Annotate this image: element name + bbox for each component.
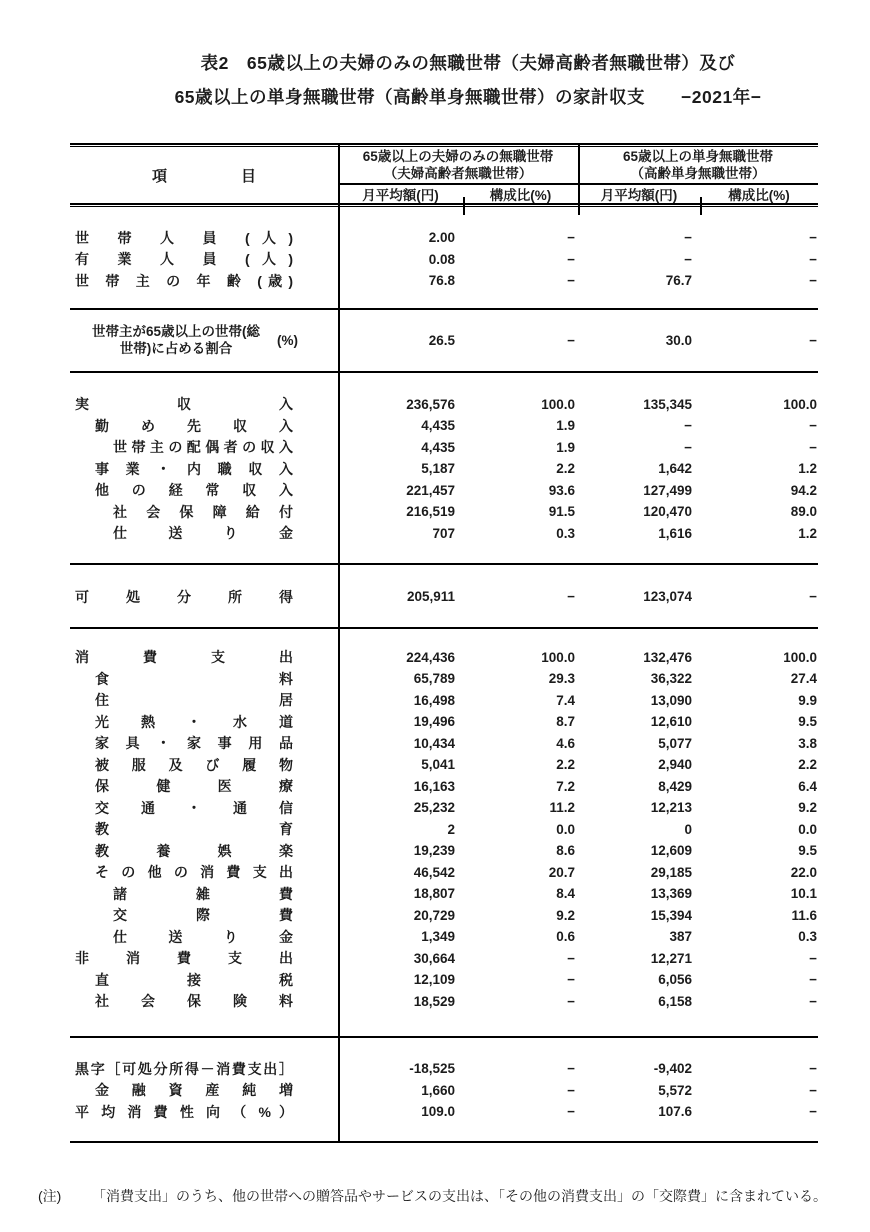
couple-monthly-amount: 16,163 <box>413 778 455 794</box>
row-label: 有 業 人 員 (人) <box>75 251 293 268</box>
table-row <box>70 249 818 271</box>
household-accounts-table <box>70 143 818 1143</box>
single-share: − <box>809 589 817 605</box>
single-monthly-amount: 15,394 <box>650 907 692 923</box>
table-row <box>70 733 818 755</box>
couple-monthly-amount: 4,435 <box>421 439 455 455</box>
row-label: 光 熱 ・ 水 道 <box>95 713 293 730</box>
couple-share: 93.6 <box>548 482 575 498</box>
couple-monthly-amount: 19,239 <box>413 843 455 859</box>
couple-monthly-amount: 205,911 <box>406 589 455 605</box>
table-row <box>70 776 818 798</box>
single-share: 2.2 <box>798 757 817 773</box>
table-bottom-rule <box>70 1141 818 1143</box>
couple-monthly-amount: -18,525 <box>409 1061 455 1077</box>
couple-share: − <box>567 1082 575 1098</box>
table-title-line2: 65歳以上の単身無職世帯（高齢単身無職世帯）の家計収支 −2021年− <box>174 87 762 107</box>
footnote-label: (注) <box>38 1188 62 1204</box>
table-title-line1: 表2 65歳以上の夫婦のみの無職世帯（夫婦高齢者無職世帯）及び <box>200 53 736 73</box>
table-row <box>70 270 818 292</box>
couple-group-header: 65歳以上の夫婦のみの無職世帯 （夫婦高齢者無職世帯） <box>362 149 554 181</box>
column-rule-group <box>578 143 580 215</box>
couple-monthly-amount: 216,519 <box>406 504 455 520</box>
table-row <box>70 969 818 991</box>
couple-share: 0.6 <box>556 929 575 945</box>
table-row <box>70 991 818 1013</box>
row-label: 家 具 ・ 家 事 用 品 <box>95 735 293 752</box>
section-ratio <box>70 310 818 371</box>
row-label: 諸 雑 費 <box>113 885 293 902</box>
row-label: 世 帯 主 の 年 齢 (歳) <box>75 272 293 289</box>
couple-share: 100.0 <box>541 396 575 412</box>
couple-share: 20.7 <box>548 864 575 880</box>
section-disposable-income <box>70 565 818 627</box>
couple-amount-header: 月平均額(円) <box>362 188 439 203</box>
single-share: − <box>809 273 817 289</box>
section-expenditure <box>70 629 818 1037</box>
single-share: − <box>809 950 817 966</box>
couple-monthly-amount: 1,349 <box>421 929 455 945</box>
single-monthly-amount: 12,271 <box>650 950 692 966</box>
single-share: 100.0 <box>783 649 817 665</box>
table-row <box>70 862 818 884</box>
table-row <box>70 819 818 841</box>
couple-monthly-amount: 16,498 <box>413 692 455 708</box>
single-share: 1.2 <box>798 461 817 477</box>
couple-share: 0.0 <box>556 821 575 837</box>
single-share: 10.1 <box>790 886 817 902</box>
row-label: 被 服 及 び 履 物 <box>95 756 293 773</box>
couple-share: − <box>567 251 575 267</box>
single-monthly-amount: 107.6 <box>658 1104 692 1120</box>
single-monthly-amount: 12,213 <box>650 800 692 816</box>
couple-share: 7.2 <box>556 778 575 794</box>
single-monthly-amount: 5,077 <box>658 735 692 751</box>
single-monthly-amount: 13,369 <box>650 886 692 902</box>
couple-monthly-amount: 12,109 <box>413 972 455 988</box>
table-row <box>70 1058 818 1080</box>
couple-share: 4.6 <box>556 735 575 751</box>
couple-share: − <box>567 273 575 289</box>
single-monthly-amount: − <box>684 230 692 246</box>
table-row <box>70 523 818 545</box>
couple-monthly-amount: 5,187 <box>421 461 455 477</box>
table-row <box>70 1101 818 1123</box>
couple-share: 1.9 <box>556 418 575 434</box>
single-monthly-amount: 1,642 <box>658 461 692 477</box>
table-row <box>70 458 818 480</box>
couple-share: − <box>567 1061 575 1077</box>
couple-monthly-amount: 65,789 <box>413 671 455 687</box>
ratio-row-label: 世帯主が65歳以上の世帯(総 世帯)に占める割合 <box>91 323 260 356</box>
row-label: 保 健 医 療 <box>95 778 293 795</box>
table-row <box>70 797 818 819</box>
couple-share: 2.2 <box>556 461 575 477</box>
single-share: − <box>809 251 817 267</box>
row-label: そ の 他 の 消 費 支 出 <box>95 864 293 881</box>
single-monthly-amount: 12,609 <box>650 843 692 859</box>
single-monthly-amount: 132,476 <box>643 649 692 665</box>
single-monthly-amount: 13,090 <box>650 692 692 708</box>
couple-monthly-amount: 1,660 <box>421 1082 455 1098</box>
couple-monthly-amount: 18,807 <box>413 886 455 902</box>
row-label: 勤 め 先 収 入 <box>95 417 293 434</box>
couple-monthly-amount: 109.0 <box>421 1104 455 1120</box>
couple-monthly-amount: 30,664 <box>413 950 455 966</box>
single-share: 9.9 <box>798 692 817 708</box>
couple-monthly-amount: 18,529 <box>413 993 455 1009</box>
section-balance <box>70 1038 818 1141</box>
couple-monthly-amount: 26.5 <box>428 332 455 348</box>
table-row <box>70 754 818 776</box>
table-row <box>70 501 818 523</box>
row-label: 消 費 支 出 <box>75 649 293 666</box>
column-rule-sub1 <box>463 197 465 215</box>
single-share: 94.2 <box>790 482 817 498</box>
table-row <box>70 711 818 733</box>
couple-monthly-amount: 25,232 <box>413 800 455 816</box>
table-row <box>70 1080 818 1102</box>
single-share: 3.8 <box>798 735 817 751</box>
table-row <box>70 394 818 416</box>
single-monthly-amount: 6,056 <box>658 972 692 988</box>
couple-share: 29.3 <box>548 671 575 687</box>
row-label: 交 際 費 <box>113 907 293 924</box>
single-share: 9.5 <box>798 714 817 730</box>
row-label: 他 の 経 常 収 入 <box>95 482 293 499</box>
row-label: 事 業 ・ 内 職 収 入 <box>95 460 293 477</box>
single-share: − <box>809 332 817 348</box>
couple-monthly-amount: 19,496 <box>413 714 455 730</box>
couple-monthly-amount: 236,576 <box>406 396 455 412</box>
single-share: − <box>809 439 817 455</box>
single-share: 22.0 <box>790 864 817 880</box>
single-monthly-amount: − <box>684 439 692 455</box>
single-monthly-amount: 36,322 <box>650 671 692 687</box>
couple-share: − <box>567 993 575 1009</box>
single-monthly-amount: 123,074 <box>643 589 692 605</box>
row-label: 世 帯 人 員 (人) <box>75 229 293 246</box>
single-monthly-amount: 127,499 <box>643 482 692 498</box>
row-label: 社 会 保 険 料 <box>95 993 293 1010</box>
row-label: 平 均 消 費 性 向 （ % ） <box>75 1103 293 1120</box>
row-label: 黒字［可処分所得－消費支出］ <box>75 1060 293 1077</box>
couple-monthly-amount: 2.00 <box>428 230 455 246</box>
couple-share: 8.6 <box>556 843 575 859</box>
row-label: 食 料 <box>95 670 293 687</box>
couple-share: 11.2 <box>549 800 575 816</box>
table-row <box>70 415 818 437</box>
table-row <box>70 883 818 905</box>
single-monthly-amount: 8,429 <box>658 778 692 794</box>
single-share: 9.5 <box>798 843 817 859</box>
column-rule-item <box>338 143 340 1141</box>
section-income <box>70 373 818 564</box>
row-label: 仕 送 り 金 <box>113 525 293 542</box>
couple-monthly-amount: 10,434 <box>413 735 455 751</box>
row-label: 仕 送 り 金 <box>113 928 293 945</box>
couple-monthly-amount: 4,435 <box>421 418 455 434</box>
single-share: 9.2 <box>798 800 817 816</box>
row-label: 実 収 入 <box>75 396 293 413</box>
couple-share: 0.3 <box>556 525 575 541</box>
single-share: − <box>809 418 817 434</box>
table-row <box>70 840 818 862</box>
single-share: 0.3 <box>798 929 817 945</box>
column-rule-sub2 <box>700 197 702 215</box>
row-label: 世 帯 主 の 配 偶 者 の 収 入 <box>113 439 293 456</box>
couple-share: 2.2 <box>556 757 575 773</box>
couple-share: − <box>567 230 575 246</box>
single-monthly-amount: 135,345 <box>643 396 692 412</box>
row-label: 交 通 ・ 通 信 <box>95 799 293 816</box>
single-monthly-amount: − <box>684 251 692 267</box>
table-row <box>70 905 818 927</box>
row-label: 直 接 税 <box>95 971 293 988</box>
single-share: − <box>809 1082 817 1098</box>
row-label: 住 居 <box>95 692 293 709</box>
table-row <box>70 437 818 459</box>
single-monthly-amount: 6,158 <box>658 993 692 1009</box>
table-row <box>70 647 818 669</box>
single-share: − <box>809 993 817 1009</box>
row-label: 社 会 保 障 給 付 <box>113 503 293 520</box>
table-row <box>70 227 818 249</box>
table-row <box>70 948 818 970</box>
single-monthly-amount: 5,572 <box>658 1082 692 1098</box>
single-amount-header: 月平均額(円) <box>600 188 678 203</box>
single-monthly-amount: 387 <box>669 929 692 945</box>
single-monthly-amount: 12,610 <box>650 714 692 730</box>
single-share: − <box>809 230 817 246</box>
row-label: 教 育 <box>95 821 293 838</box>
couple-share: 91.5 <box>548 504 575 520</box>
couple-monthly-amount: 221,457 <box>406 482 455 498</box>
single-share: 0.0 <box>798 821 817 837</box>
item-column-header: 項 目 <box>152 167 256 185</box>
couple-share: − <box>567 589 575 605</box>
single-share: 100.0 <box>783 396 817 412</box>
couple-share: 1.9 <box>556 439 575 455</box>
single-share: 6.4 <box>798 778 817 794</box>
couple-share-header: 構成比(%) <box>489 188 552 203</box>
couple-monthly-amount: 707 <box>432 525 455 541</box>
couple-monthly-amount: 76.8 <box>428 273 455 289</box>
single-share: − <box>809 972 817 988</box>
table-row <box>70 668 818 690</box>
couple-monthly-amount: 224,436 <box>406 649 455 665</box>
couple-share: 8.7 <box>556 714 575 730</box>
couple-share: 9.2 <box>556 907 575 923</box>
single-share: − <box>809 1061 817 1077</box>
footnote-text: 「消費支出」のうち、他の世帯への贈答品やサービスの支出は、「その他の消費支出」の「交際費」に含まれている。 <box>92 1188 827 1204</box>
couple-share: − <box>567 950 575 966</box>
couple-monthly-amount: 20,729 <box>413 907 455 923</box>
couple-share: − <box>567 972 575 988</box>
couple-share: 7.4 <box>556 692 575 708</box>
single-monthly-amount: 76.7 <box>665 273 692 289</box>
couple-monthly-amount: 5,041 <box>421 757 455 773</box>
table-row <box>70 926 818 948</box>
single-share: 11.6 <box>791 907 817 923</box>
couple-share: − <box>567 332 575 348</box>
table-row <box>70 586 818 608</box>
ratio-row-unit: (%) <box>277 332 298 348</box>
single-share: 27.4 <box>790 671 817 687</box>
couple-share: − <box>567 1104 575 1120</box>
single-share: 89.0 <box>790 504 817 520</box>
single-monthly-amount: -9,402 <box>653 1061 692 1077</box>
single-monthly-amount: 29,185 <box>650 864 692 880</box>
single-monthly-amount: 30.0 <box>665 332 692 348</box>
table-header <box>70 147 818 203</box>
single-monthly-amount: 0 <box>684 821 692 837</box>
row-label: 可 処 分 所 得 <box>75 588 293 605</box>
row-label: 金 融 資 産 純 増 <box>95 1082 293 1099</box>
single-monthly-amount: − <box>684 418 692 434</box>
single-share-header: 構成比(%) <box>728 188 790 203</box>
row-label: 非 消 費 支 出 <box>75 950 293 967</box>
couple-share: 100.0 <box>541 649 575 665</box>
table-title <box>0 46 870 114</box>
single-group-header: 65歳以上の単身無職世帯 （高齢単身無職世帯） <box>622 149 774 181</box>
single-monthly-amount: 1,616 <box>658 525 692 541</box>
table-row <box>70 690 818 712</box>
couple-share: 8.4 <box>556 886 575 902</box>
couple-monthly-amount: 0.08 <box>428 251 455 267</box>
single-share: 1.2 <box>798 525 817 541</box>
couple-monthly-amount: 2 <box>447 821 455 837</box>
row-label: 教 養 娯 楽 <box>95 842 293 859</box>
footnote <box>38 1186 860 1206</box>
single-monthly-amount: 120,470 <box>643 504 692 520</box>
table-row <box>70 480 818 502</box>
section-household-members <box>70 207 818 308</box>
single-share: − <box>809 1104 817 1120</box>
couple-monthly-amount: 46,542 <box>413 864 455 880</box>
single-monthly-amount: 2,940 <box>658 757 692 773</box>
